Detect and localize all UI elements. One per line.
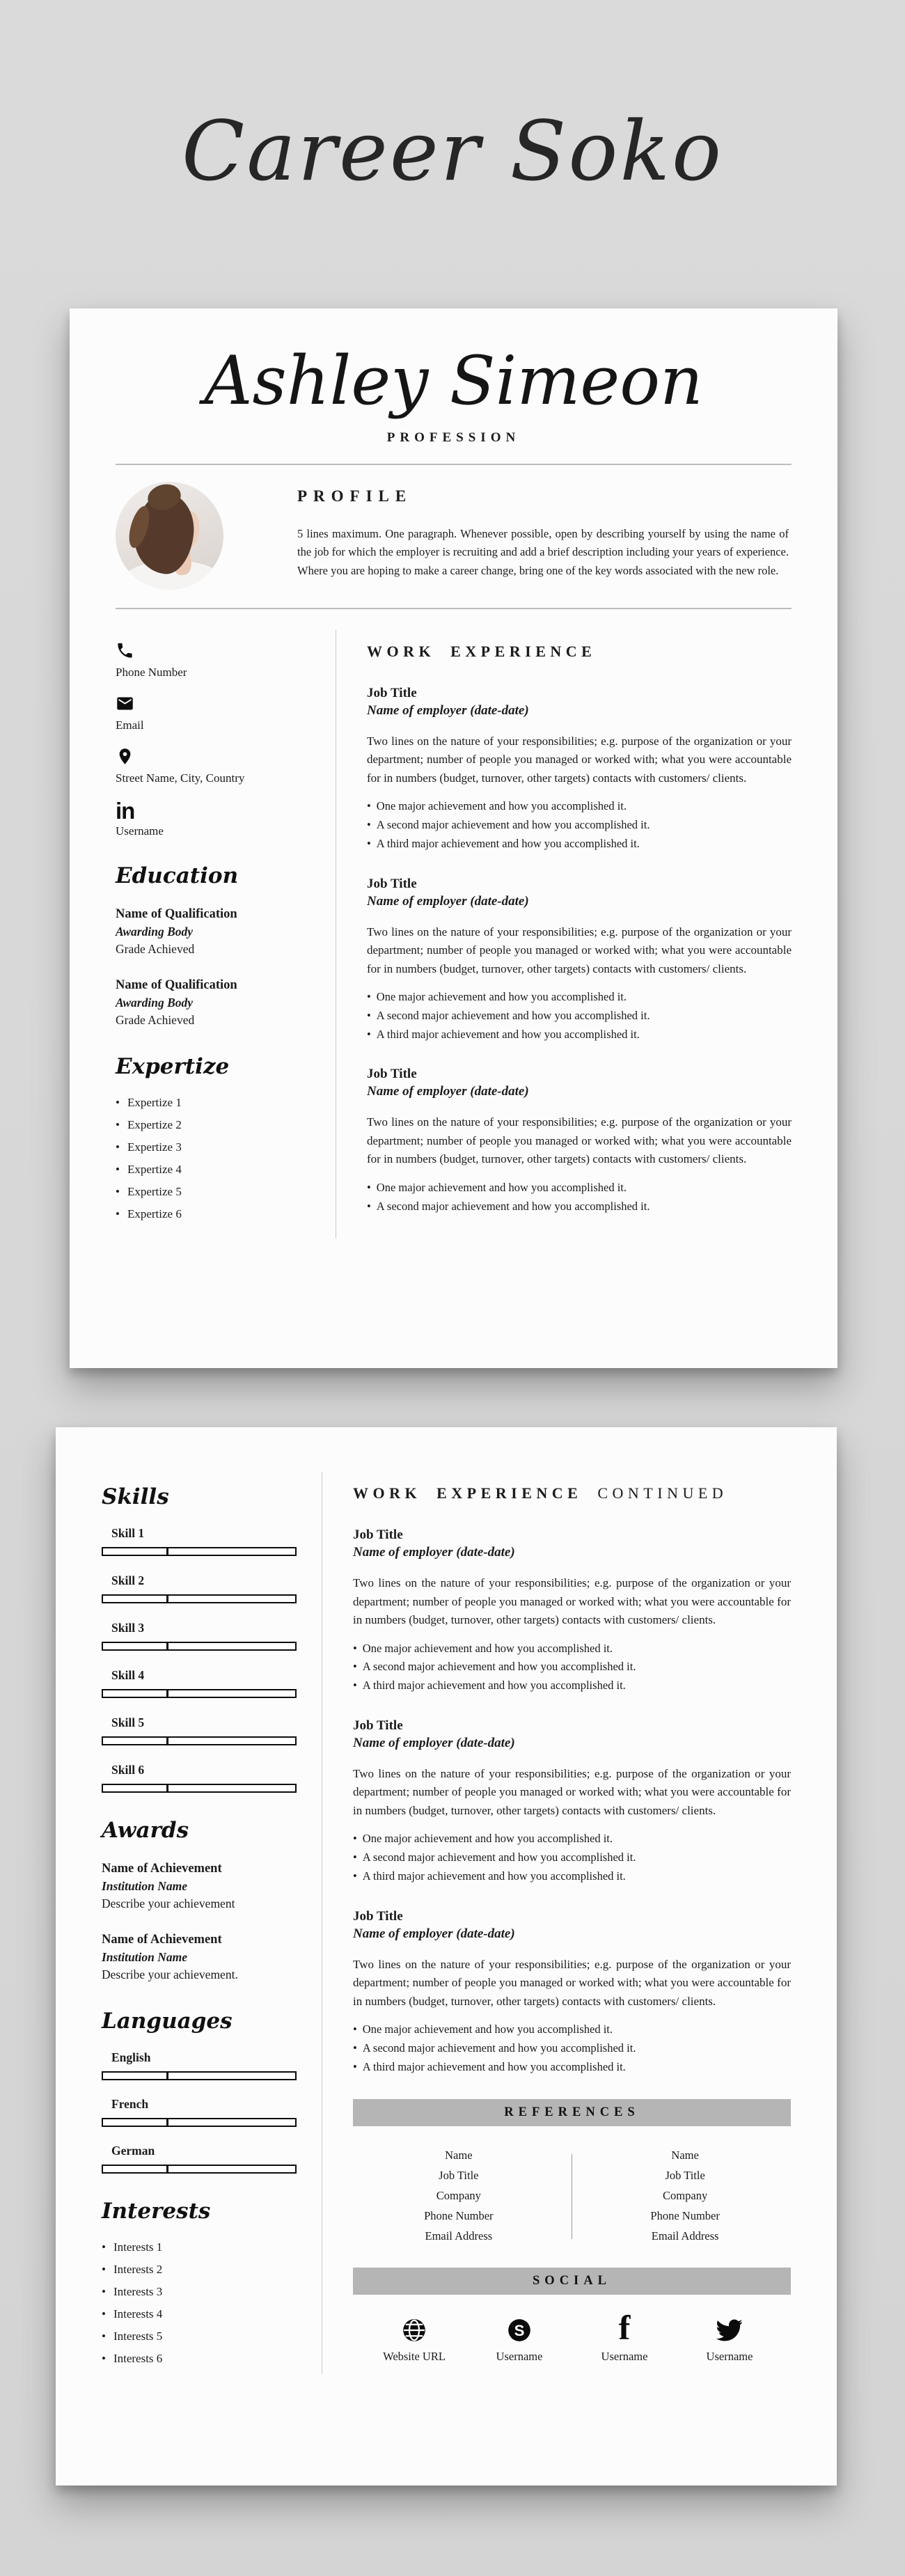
- education-heading: Education: [116, 863, 239, 888]
- expertize-list: [116, 1096, 324, 1221]
- job-description: Two lines on the nature of your responsibilities; e.g. purpose of the organization or your department; number of people you managed or worked with; what you were accountable for in numbers (budget, turnover, other targets) contacts with customers/ clients.: [367, 734, 792, 785]
- page2-sidebar: [102, 1472, 310, 2374]
- social-item: [583, 2307, 666, 2364]
- skill-item: [102, 1573, 310, 1603]
- skill-item-label: Skill 4: [111, 1668, 145, 1682]
- work-experience-list: [367, 686, 792, 1216]
- expertize-item: • Expertize 4: [116, 1163, 324, 1177]
- brand-title: Career Soko: [181, 103, 724, 199]
- svg-text:S: S: [514, 2321, 525, 2339]
- job-entry: [353, 1909, 791, 2076]
- skype-icon: [478, 2311, 561, 2343]
- interests-heading: Interests: [102, 2198, 211, 2224]
- language-item: [102, 2144, 310, 2174]
- job-achievement: • A second major achievement and how you accomplished it.: [367, 1007, 792, 1025]
- language-item-label: French: [111, 2096, 149, 2111]
- job-entry: [367, 1067, 792, 1215]
- job-title: Job Title: [367, 685, 417, 700]
- language-item-bar: [102, 2165, 297, 2174]
- resume-page-1: [70, 308, 837, 1368]
- education-list: [116, 905, 324, 1029]
- contact-item: [116, 747, 324, 785]
- skill-item-label: Skill 1: [111, 1526, 145, 1540]
- contact-label: Phone Number: [116, 665, 187, 679]
- awards-list: [102, 1860, 310, 1984]
- job-employer: Name of employer (date-date): [353, 1735, 515, 1750]
- job-achievement: • A second major achievement and how you accomplished it.: [367, 1198, 792, 1216]
- interests-item: • Interests 1: [102, 2240, 310, 2254]
- expertize-item: • Expertize 3: [116, 1140, 324, 1154]
- work-experience-list: [353, 1527, 791, 2075]
- entry-detail: Describe your achievement: [102, 1896, 235, 1911]
- language-item-level-marker: [166, 2073, 168, 2079]
- skills-heading: Skills: [102, 1484, 169, 1509]
- linkedin-icon: in: [116, 797, 135, 824]
- job-achievement-list: [367, 1179, 792, 1216]
- job-description: Two lines on the nature of your responsibilities; e.g. purpose of the organization or your department; number of people you managed or worked with; what you were accountable for in numbers (budget, turnover, other targets) contacts with customers/ clients.: [367, 1115, 792, 1166]
- job-achievement-list: [353, 1830, 791, 1885]
- reference-column: [587, 2146, 784, 2246]
- phone-icon: [116, 641, 324, 662]
- education-entry: [116, 905, 324, 958]
- job-entry: [367, 686, 792, 853]
- expertize-item: • Expertize 1: [116, 1096, 324, 1110]
- job-achievement-list: [367, 989, 792, 1043]
- skill-item-level-marker: [166, 1643, 168, 1649]
- education-entry: [116, 976, 324, 1029]
- entry-detail: Describe your achievement.: [102, 1968, 238, 1982]
- awards-heading: Awards: [102, 1818, 189, 1843]
- job-employer: Name of employer (date-date): [353, 1926, 515, 1941]
- reference-line: Company: [663, 2189, 708, 2203]
- job-achievement-list: [367, 798, 792, 852]
- skills-list: [102, 1526, 310, 1793]
- candidate-name: Ashley Simeon: [204, 342, 703, 420]
- job-achievement: • One major achievement and how you accomplished it.: [367, 798, 792, 815]
- job-description: Two lines on the nature of your responsibilities; e.g. purpose of the organization or your department; number of people you managed or worked with; what you were accountable for in numbers (budget, turnover, other targets) contacts with customers/ clients.: [353, 1957, 791, 2008]
- language-item-bar: [102, 2118, 297, 2127]
- skill-item: [102, 1715, 310, 1745]
- skill-item-label: Skill 6: [111, 1763, 145, 1777]
- award-entry: [102, 1931, 310, 1984]
- reference-line: Company: [436, 2189, 481, 2203]
- skill-item-bar: [102, 1736, 297, 1745]
- skill-item-label: Skill 3: [111, 1621, 145, 1635]
- job-employer: Name of employer (date-date): [367, 702, 529, 718]
- expertize-item: • Expertize 2: [116, 1118, 324, 1132]
- skill-item-level-marker: [166, 1596, 168, 1602]
- job-achievement: • A second major achievement and how you accomplished it.: [353, 1658, 791, 1676]
- interests-item: • Interests 4: [102, 2307, 310, 2321]
- language-item-level-marker: [166, 2119, 168, 2126]
- references-banner: REFERENCES: [353, 2099, 791, 2126]
- reference-line: Name: [445, 2149, 473, 2162]
- job-achievement: • A third major achievement and how you accomplished it.: [353, 2059, 791, 2076]
- divider: [116, 464, 792, 465]
- job-employer: Name of employer (date-date): [367, 893, 529, 909]
- job-entry: [367, 877, 792, 1044]
- job-achievement: • A third major achievement and how you accomplished it.: [367, 1026, 792, 1044]
- social-label: Website URL: [383, 2349, 446, 2363]
- entry-subtitle: Awarding Body: [116, 925, 194, 939]
- language-item: [102, 2097, 310, 2127]
- globe-icon: [372, 2311, 456, 2343]
- continued-label: CONTINUED: [597, 1484, 728, 1502]
- interests-list: [102, 2240, 310, 2366]
- language-item-level-marker: [166, 2166, 168, 2172]
- skill-item: [102, 1621, 310, 1651]
- contact-list: [116, 641, 324, 838]
- references-columns: [353, 2146, 791, 2246]
- contact-label: Username: [116, 824, 164, 838]
- profile-section: [116, 482, 792, 590]
- reference-line: Email Address: [425, 2229, 493, 2243]
- interests-item: • Interests 6: [102, 2352, 310, 2366]
- entry-detail: Grade Achieved: [116, 941, 195, 956]
- work-experience-heading: WORK EXPERIENCE: [367, 642, 597, 660]
- expertize-heading: Expertize: [116, 1053, 230, 1079]
- skill-item-level-marker: [166, 1738, 168, 1744]
- skill-item-bar: [102, 1594, 297, 1603]
- twitter-icon: [688, 2311, 771, 2343]
- skill-item: [102, 1526, 310, 1556]
- social-links-row: [353, 2307, 791, 2364]
- job-achievement: • A third major achievement and how you accomplished it.: [353, 1868, 791, 1885]
- skill-item-bar: [102, 1689, 297, 1698]
- entry-title: Name of Qualification: [116, 906, 237, 921]
- job-achievement-list: [353, 2021, 791, 2075]
- skill-item-bar: [102, 1547, 297, 1556]
- page1-main-column: [336, 630, 837, 1239]
- entry-subtitle: Institution Name: [102, 1950, 188, 1965]
- interests-item: • Interests 3: [102, 2285, 310, 2299]
- language-item-label: German: [111, 2143, 155, 2158]
- job-entry: [353, 1718, 791, 1885]
- email-icon: [116, 694, 324, 715]
- entry-subtitle: Institution Name: [102, 1879, 188, 1894]
- job-achievement-list: [353, 1640, 791, 1695]
- job-title: Job Title: [353, 1718, 403, 1733]
- language-item-bar: [102, 2071, 297, 2080]
- skill-item-bar: [102, 1642, 297, 1651]
- page2-main-column: [322, 1472, 837, 2374]
- language-item: [102, 2050, 310, 2080]
- job-title: Job Title: [367, 1067, 417, 1082]
- social-label: Username: [496, 2349, 543, 2363]
- contact-label: Street Name, City, Country: [116, 771, 245, 785]
- job-achievement: • A third major achievement and how you accomplished it.: [353, 1677, 791, 1695]
- expertize-item: • Expertize 6: [116, 1207, 324, 1221]
- interests-item: • Interests 5: [102, 2330, 310, 2343]
- resume-page-2: [56, 1427, 837, 2485]
- job-description: Two lines on the nature of your responsibilities; e.g. purpose of the organization or your department; number of people you managed or worked with; what you were accountable for in numbers (budget, turnover, other targets) contacts with customers/ clients.: [353, 1766, 791, 1817]
- job-achievement: • One major achievement and how you accomplished it.: [367, 1179, 792, 1197]
- entry-title: Name of Achievement: [102, 1932, 222, 1947]
- facebook-icon: f: [618, 2307, 631, 2347]
- social-item: [478, 2311, 561, 2364]
- entry-title: Name of Achievement: [102, 1862, 222, 1876]
- reference-line: Job Title: [665, 2169, 705, 2183]
- skill-item-level-marker: [166, 1548, 168, 1555]
- social-item: [688, 2311, 771, 2364]
- social-banner: SOCIAL: [353, 2268, 791, 2295]
- award-entry: [102, 1860, 310, 1913]
- skill-item-level-marker: [166, 1690, 168, 1697]
- profile-photo: [116, 482, 223, 590]
- job-achievement: • One major achievement and how you accomplished it.: [353, 2021, 791, 2039]
- job-title: Job Title: [367, 876, 417, 891]
- job-achievement: • One major achievement and how you accomplished it.: [367, 989, 792, 1006]
- job-title: Job Title: [353, 1527, 403, 1542]
- job-description: Two lines on the nature of your responsibilities; e.g. purpose of the organization or your department; number of people you managed or worked with; what you were accountable for in numbers (budget, turnover, other targets) contacts with customers/ clients.: [353, 1576, 791, 1627]
- reference-line: Phone Number: [650, 2209, 720, 2223]
- interests-item: • Interests 2: [102, 2263, 310, 2277]
- entry-title: Name of Qualification: [116, 977, 237, 992]
- job-achievement: • A second major achievement and how you accomplished it.: [353, 2040, 791, 2057]
- contact-item: [116, 641, 324, 680]
- reference-line: Name: [671, 2149, 699, 2162]
- social-label: Username: [706, 2349, 753, 2363]
- social-item: [372, 2311, 456, 2364]
- skill-item: [102, 1763, 310, 1793]
- page1-sidebar: [116, 630, 324, 1239]
- skill-item-label: Skill 5: [111, 1715, 145, 1729]
- reference-column: [360, 2146, 557, 2246]
- job-entry: [353, 1527, 791, 1695]
- reference-line: Phone Number: [424, 2209, 494, 2223]
- job-achievement: • A third major achievement and how you accomplished it.: [367, 835, 792, 853]
- job-employer: Name of employer (date-date): [367, 1084, 529, 1099]
- entry-detail: Grade Achieved: [116, 1012, 195, 1027]
- entry-subtitle: Awarding Body: [116, 996, 194, 1010]
- work-experience-heading-text: WORK EXPERIENCE: [353, 1484, 583, 1502]
- skill-item: [102, 1668, 310, 1698]
- work-experience-continued-heading: [353, 1484, 791, 1502]
- languages-list: [102, 2050, 310, 2174]
- contact-label: Email: [116, 718, 144, 732]
- contact-item: [116, 694, 324, 732]
- contact-item: [116, 797, 324, 838]
- location-icon: [116, 747, 324, 768]
- skill-item-label: Skill 2: [111, 1573, 145, 1587]
- job-title: Job Title: [353, 1908, 403, 1924]
- job-description: Two lines on the nature of your responsibilities; e.g. purpose of the organization or your department; number of people you managed or worked with; what you were accountable for in numbers (budget, turnover, other targets) contacts with customers/ clients.: [367, 925, 792, 975]
- skill-item-level-marker: [166, 1785, 168, 1791]
- profile-body: 5 lines maximum. One paragraph. Whenever possible, open by describing yourself by using the name of the job for which the employer is recruiting and add a brief description including your years of experience. Where you are hoping to make a career change, bring one of the key words associated with the new role.: [297, 526, 789, 577]
- languages-heading: Languages: [102, 2008, 233, 2034]
- reference-line: Job Title: [439, 2169, 479, 2183]
- divider: [116, 608, 792, 609]
- reference-line: Email Address: [651, 2229, 719, 2243]
- job-achievement: • A second major achievement and how you accomplished it.: [367, 817, 792, 834]
- profession-label: PROFESSION: [386, 430, 521, 445]
- job-achievement: • One major achievement and how you accomplished it.: [353, 1830, 791, 1848]
- profile-heading: PROFILE: [297, 487, 413, 505]
- language-item-label: English: [111, 2050, 151, 2064]
- job-achievement: • A second major achievement and how you accomplished it.: [353, 1849, 791, 1867]
- job-employer: Name of employer (date-date): [353, 1545, 515, 1560]
- job-achievement: • One major achievement and how you accomplished it.: [353, 1640, 791, 1658]
- skill-item-bar: [102, 1784, 297, 1793]
- expertize-item: • Expertize 5: [116, 1185, 324, 1199]
- social-label: Username: [601, 2349, 648, 2363]
